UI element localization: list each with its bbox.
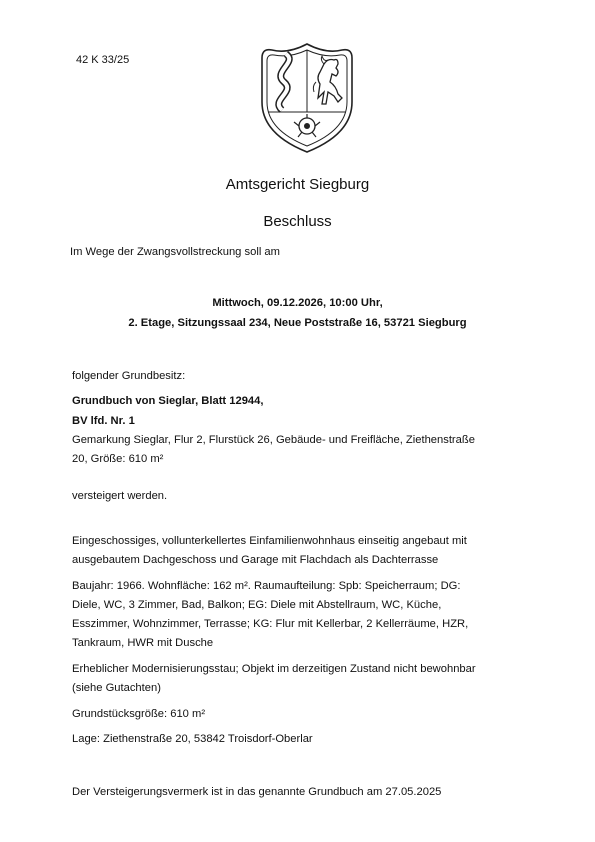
modernisierung-line: Erheblicher Modernisierungsstau; Objekt im derzeitigen Zustand nicht bewohnbar — [72, 663, 476, 675]
baujahr-line: Tankraum, HWR mit Dusche — [72, 637, 214, 649]
description-line: ausgebautem Dachgeschoss und Garage mit Flachdach als Dachterrasse — [72, 554, 439, 566]
court-name: Amtsgericht Siegburg — [225, 176, 370, 193]
intro-text: Im Wege der Zwangsvollstreckung soll am — [70, 246, 280, 258]
vermerk-line: Der Versteigerungsvermerk ist in das genannte Grundbuch am 27.05.2025 — [72, 786, 442, 798]
description-line: Eingeschossiges, vollunterkellertes Einfamilienwohnhaus einseitig angebaut mit — [72, 535, 467, 547]
modernisierung-line: (siehe Gutachten) — [72, 682, 161, 694]
coat-of-arms-emblem — [258, 42, 356, 154]
gemarkung-line: Gemarkung Sieglar, Flur 2, Flurstück 26, Gebäude- und Freifläche, Ziethenstraße — [72, 434, 475, 446]
grundstueck-size: Grundstücksgröße: 610 m² — [72, 708, 206, 720]
grundbuch-line: BV lfd. Nr. 1 — [72, 415, 135, 427]
versteigert-text: versteigert werden. — [72, 490, 168, 502]
property-label: folgender Grundbesitz: — [72, 370, 186, 382]
location-line: Lage: Ziethenstraße 20, 53842 Troisdorf-Oberlar — [72, 733, 313, 745]
auction-place: 2. Etage, Sitzungssaal 234, Neue Poststraße 16, 53721 Siegburg — [128, 317, 467, 329]
grundbuch-line: Grundbuch von Sieglar, Blatt 12944, — [72, 395, 264, 407]
gemarkung-line: 20, Größe: 610 m² — [72, 453, 164, 465]
case-number: 42 K 33/25 — [76, 54, 130, 66]
baujahr-line: Baujahr: 1966. Wohnfläche: 162 m². Raumaufteilung: Spb: Speicherraum; DG: — [72, 580, 461, 592]
auction-date: Mittwoch, 09.12.2026, 10:00 Uhr, — [212, 297, 383, 309]
baujahr-line: Diele, WC, 3 Zimmer, Bad, Balkon; EG: Diele mit Abstellraum, WC, Küche, — [72, 599, 442, 611]
baujahr-line: Esszimmer, Wohnzimmer, Terrasse; KG: Flur mit Kellerbar, 2 Kellerräume, HZR, — [72, 618, 469, 630]
document-heading: Beschluss — [263, 213, 332, 230]
